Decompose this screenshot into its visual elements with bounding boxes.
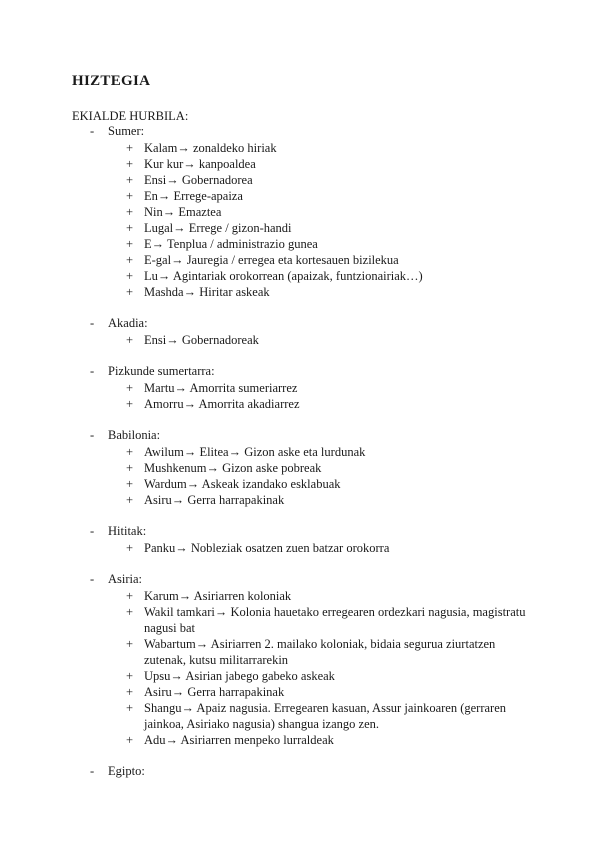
term-definition: Lu→ Agintariak orokorrean (apaizak, funtzionairiak…) xyxy=(144,269,423,283)
item-bullet: + xyxy=(126,445,134,459)
region-heading: EKIALDE HURBILA: xyxy=(72,109,189,123)
page-title: HIZTEGIA xyxy=(72,73,151,89)
section-heading xyxy=(0,364,600,380)
list-item xyxy=(0,252,600,268)
section-bullet: - xyxy=(90,428,95,442)
item-bullet: + xyxy=(126,285,134,299)
item-bullet: + xyxy=(126,589,134,603)
item-bullet: + xyxy=(126,685,134,699)
item-bullet: + xyxy=(126,637,134,651)
list-item xyxy=(0,188,600,204)
item-bullet: + xyxy=(126,221,134,235)
list-item xyxy=(0,140,600,156)
list-item xyxy=(0,668,600,684)
term-definition: Shangu→ Apaiz nagusia. Erregearen kasuan, Assur jainkoaren (gerraren jainkoa, Asiriako nagusia) shangua izango zen. xyxy=(144,701,507,731)
item-bullet: + xyxy=(126,733,134,747)
term-definition: Amorru→ Amorrita akadiarrez xyxy=(144,397,300,411)
term-definition: Wakil tamkari→ Kolonia hauetako erregearen ordezkari nagusia, magistratu nagusi bat xyxy=(144,605,526,635)
term-list xyxy=(0,588,600,748)
section-heading xyxy=(0,124,600,140)
term-definition: Nin→ Emaztea xyxy=(144,205,222,219)
term-list xyxy=(0,540,600,556)
glossary-section xyxy=(0,428,600,508)
section-heading xyxy=(0,428,600,444)
term-definition: Ensi→ Gobernadoreak xyxy=(144,333,259,347)
item-bullet: + xyxy=(126,237,134,251)
term-definition: En→ Errege-apaiza xyxy=(144,189,243,203)
term-definition: Wabartum→ Asiriarren 2. mailako koloniak, bidaia segurua ziurtatzen zutenak, kutsu militarrarekin xyxy=(144,637,496,667)
list-item xyxy=(0,284,600,300)
item-bullet: + xyxy=(126,541,134,555)
section-name: Sumer: xyxy=(108,124,145,138)
list-item xyxy=(0,204,600,220)
item-bullet: + xyxy=(126,493,134,507)
section-heading xyxy=(0,764,600,780)
item-bullet: + xyxy=(126,461,134,475)
list-item xyxy=(0,396,600,412)
item-bullet: + xyxy=(126,669,134,683)
term-definition: Mashda→ Hiritar askeak xyxy=(144,285,270,299)
term-list xyxy=(0,332,600,348)
list-item xyxy=(0,236,600,252)
section-bullet: - xyxy=(90,764,95,778)
item-bullet: + xyxy=(126,381,134,395)
section-bullet: - xyxy=(90,524,95,538)
term-definition: Adu→ Asiriarren menpeko lurraldeak xyxy=(144,733,334,747)
list-item xyxy=(0,444,600,460)
item-bullet: + xyxy=(126,269,134,283)
list-item xyxy=(0,732,600,748)
section-heading xyxy=(0,316,600,332)
term-definition: Panku→ Nobleziak osatzen zuen batzar orokorra xyxy=(144,541,390,555)
list-item xyxy=(0,540,600,556)
term-definition: Kur kur→ kanpoaldea xyxy=(144,157,256,171)
item-bullet: + xyxy=(126,189,134,203)
list-item xyxy=(0,156,600,172)
term-list xyxy=(0,380,600,412)
item-bullet: + xyxy=(126,333,134,347)
item-bullet: + xyxy=(126,253,134,267)
item-bullet: + xyxy=(126,157,134,171)
item-bullet: + xyxy=(126,173,134,187)
term-list xyxy=(0,140,600,300)
list-item xyxy=(0,588,600,604)
item-bullet: + xyxy=(126,477,134,491)
term-definition: Wardum→ Askeak izandako esklabuak xyxy=(144,477,341,491)
term-definition: Mushkenum→ Gizon aske pobreak xyxy=(144,461,322,475)
term-definition: Asiru→ Gerra harrapakinak xyxy=(144,493,285,507)
section-heading xyxy=(0,572,600,588)
list-item xyxy=(0,636,600,668)
item-bullet: + xyxy=(126,397,134,411)
term-definition: Martu→ Amorrita sumeriarrez xyxy=(144,381,298,395)
term-definition: Kalam→ zonaldeko hiriak xyxy=(144,141,277,155)
section-name: Asiria: xyxy=(108,572,143,586)
glossary-section xyxy=(0,364,600,412)
list-item xyxy=(0,268,600,284)
item-bullet: + xyxy=(126,605,134,619)
list-item xyxy=(0,476,600,492)
term-definition: Upsu→ Asirian jabego gabeko askeak xyxy=(144,669,335,683)
term-definition: Ensi→ Gobernadorea xyxy=(144,173,253,187)
list-item xyxy=(0,332,600,348)
list-item xyxy=(0,684,600,700)
section-heading xyxy=(0,524,600,540)
list-item xyxy=(0,220,600,236)
list-item xyxy=(0,460,600,476)
term-list xyxy=(0,444,600,508)
term-definition: Karum→ Asiriarren koloniak xyxy=(144,589,292,603)
glossary-sections xyxy=(0,124,600,796)
section-bullet: - xyxy=(90,316,95,330)
section-bullet: - xyxy=(90,572,95,586)
section-name: Hititak: xyxy=(108,524,147,538)
list-item xyxy=(0,700,600,732)
glossary-section xyxy=(0,572,600,748)
term-definition: Lugal→ Errege / gizon-handi xyxy=(144,221,292,235)
glossary-section xyxy=(0,316,600,348)
section-name: Akadia: xyxy=(108,316,148,330)
section-name: Babilonia: xyxy=(108,428,161,442)
section-name: Pizkunde sumertarra: xyxy=(108,364,215,378)
glossary-section xyxy=(0,524,600,556)
list-item xyxy=(0,492,600,508)
glossary-section xyxy=(0,124,600,300)
item-bullet: + xyxy=(126,205,134,219)
glossary-section xyxy=(0,764,600,780)
section-bullet: - xyxy=(90,124,95,138)
section-bullet: - xyxy=(90,364,95,378)
section-name: Egipto: xyxy=(108,764,145,778)
term-definition: Awilum→ Elitea→ Gizon aske eta lurdunak xyxy=(144,445,366,459)
list-item xyxy=(0,172,600,188)
item-bullet: + xyxy=(126,141,134,155)
item-bullet: + xyxy=(126,701,134,715)
term-definition: E-gal→ Jauregia / erregea eta kortesauen bizilekua xyxy=(144,253,399,267)
list-item xyxy=(0,380,600,396)
term-definition: Asiru→ Gerra harrapakinak xyxy=(144,685,285,699)
term-definition: E→ Tenplua / administrazio gunea xyxy=(144,237,318,251)
list-item xyxy=(0,604,600,636)
